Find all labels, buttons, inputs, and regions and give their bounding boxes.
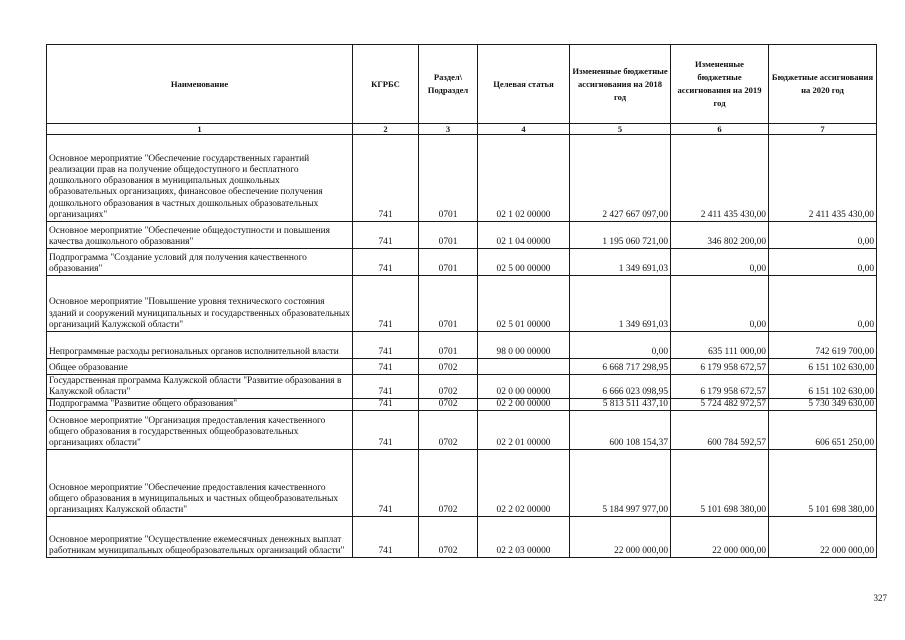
row-kgrbs: 741 bbox=[353, 359, 419, 375]
column-number-row bbox=[47, 124, 877, 135]
row-amount-2018: 2 427 667 097,00 bbox=[570, 135, 671, 222]
row-amount-2020: 5 101 698 380,00 bbox=[769, 450, 877, 517]
row-razdel: 0702 bbox=[419, 399, 478, 411]
row-name: Основное мероприятие "Обеспечение предоставления качественного общего образования в муниципальных и частных общеобразовательных организациях Калужской области" bbox=[47, 450, 353, 517]
row-amount-2020: 5 730 349 630,00 bbox=[769, 399, 877, 411]
row-kgrbs: 741 bbox=[353, 332, 419, 359]
table-row bbox=[47, 359, 877, 375]
row-kgrbs: 741 bbox=[353, 517, 419, 558]
row-amount-2018: 6 666 023 098,95 bbox=[570, 375, 671, 399]
row-celevaya: 02 2 02 00000 bbox=[478, 450, 570, 517]
header-2020: Бюджетные ассигнования на 2020 год bbox=[769, 45, 877, 124]
column-number: 5 bbox=[570, 124, 671, 135]
row-name: Основное мероприятие "Осуществление ежемесячных денежных выплат работникам муниципальных общеобразовательных организаций области" bbox=[47, 517, 353, 558]
table-row bbox=[47, 135, 877, 222]
column-number: 2 bbox=[353, 124, 419, 135]
row-name: Основное мероприятие "Обеспечение государственных гарантий реализации прав на получение общедоступного и бесплатного дошкольного образования в муниципальных дошкольных образовательных организациях, финансовое обеспечение получения дошкольного образования в частных дошкольных образовательных организациях" bbox=[47, 135, 353, 222]
row-amount-2020: 2 411 435 430,00 bbox=[769, 135, 877, 222]
row-amount-2019: 22 000 000,00 bbox=[671, 517, 769, 558]
table-row bbox=[47, 399, 877, 411]
row-name: Непрограммные расходы региональных органов исполнительной власти bbox=[47, 332, 353, 359]
row-amount-2019: 600 784 592,57 bbox=[671, 411, 769, 450]
row-celevaya: 98 0 00 00000 bbox=[478, 332, 570, 359]
row-amount-2020: 742 619 700,00 bbox=[769, 332, 877, 359]
row-name: Общее образование bbox=[47, 359, 353, 375]
row-celevaya: 02 1 04 00000 bbox=[478, 222, 570, 249]
row-razdel: 0702 bbox=[419, 359, 478, 375]
row-amount-2018: 0,00 bbox=[570, 332, 671, 359]
row-kgrbs: 741 bbox=[353, 276, 419, 332]
budget-table bbox=[46, 44, 877, 558]
table-row bbox=[47, 411, 877, 450]
row-razdel: 0702 bbox=[419, 411, 478, 450]
row-name: Подпрограмма "Создание условий для получения качественного образования" bbox=[47, 249, 353, 276]
row-name: Основное мероприятие "Повышение уровня технического состояния зданий и сооружений муниципальных и государственных образовательных организаций Калужской области" bbox=[47, 276, 353, 332]
row-kgrbs: 741 bbox=[353, 450, 419, 517]
table-row bbox=[47, 332, 877, 359]
row-celevaya: 02 2 00 00000 bbox=[478, 399, 570, 411]
row-amount-2019: 5 724 482 972,57 bbox=[671, 399, 769, 411]
row-celevaya: 02 1 02 00000 bbox=[478, 135, 570, 222]
column-number: 4 bbox=[478, 124, 570, 135]
row-celevaya: 02 0 00 00000 bbox=[478, 375, 570, 399]
table-row bbox=[47, 450, 877, 517]
row-amount-2018: 5 184 997 977,00 bbox=[570, 450, 671, 517]
row-amount-2019: 346 802 200,00 bbox=[671, 222, 769, 249]
row-kgrbs: 741 bbox=[353, 375, 419, 399]
row-razdel: 0701 bbox=[419, 135, 478, 222]
row-celevaya: 02 5 00 00000 bbox=[478, 249, 570, 276]
row-kgrbs: 741 bbox=[353, 399, 419, 411]
table-row bbox=[47, 222, 877, 249]
row-name: Основное мероприятие "Обеспечение общедоступности и повышения качества дошкольного образования" bbox=[47, 222, 353, 249]
row-kgrbs: 741 bbox=[353, 222, 419, 249]
header-row bbox=[47, 45, 877, 124]
row-amount-2019: 6 179 958 672,57 bbox=[671, 375, 769, 399]
header-kgrbs: КГРБС bbox=[353, 45, 419, 124]
row-kgrbs: 741 bbox=[353, 411, 419, 450]
page-number: 327 bbox=[873, 593, 887, 603]
row-amount-2020: 22 000 000,00 bbox=[769, 517, 877, 558]
table-row bbox=[47, 249, 877, 276]
row-razdel: 0701 bbox=[419, 332, 478, 359]
row-razdel: 0701 bbox=[419, 249, 478, 276]
row-amount-2018: 5 813 511 437,10 bbox=[570, 399, 671, 411]
row-amount-2020: 0,00 bbox=[769, 249, 877, 276]
row-celevaya bbox=[478, 359, 570, 375]
header-name: Наименование bbox=[47, 45, 353, 124]
row-celevaya: 02 2 01 00000 bbox=[478, 411, 570, 450]
row-amount-2019: 0,00 bbox=[671, 249, 769, 276]
row-amount-2018: 1 195 060 721,00 bbox=[570, 222, 671, 249]
table-row bbox=[47, 276, 877, 332]
table-row bbox=[47, 517, 877, 558]
table-row bbox=[47, 375, 877, 399]
row-amount-2018: 22 000 000,00 bbox=[570, 517, 671, 558]
row-razdel: 0701 bbox=[419, 276, 478, 332]
row-amount-2020: 6 151 102 630,00 bbox=[769, 375, 877, 399]
row-amount-2020: 0,00 bbox=[769, 222, 877, 249]
row-amount-2020: 0,00 bbox=[769, 276, 877, 332]
row-amount-2019: 5 101 698 380,00 bbox=[671, 450, 769, 517]
row-amount-2018: 1 349 691,03 bbox=[570, 249, 671, 276]
row-amount-2019: 0,00 bbox=[671, 276, 769, 332]
column-number: 6 bbox=[671, 124, 769, 135]
header-2018: Измененные бюджетные ассигнования на 2018 год bbox=[570, 45, 671, 124]
row-amount-2018: 6 668 717 298,95 bbox=[570, 359, 671, 375]
row-razdel: 0702 bbox=[419, 375, 478, 399]
row-razdel: 0701 bbox=[419, 222, 478, 249]
row-kgrbs: 741 bbox=[353, 135, 419, 222]
row-name: Государственная программа Калужской области "Развитие образования в Калужской области" bbox=[47, 375, 353, 399]
row-name: Основное мероприятие "Организация предоставления качественного общего образования в государственных общеобразовательных организациях области" bbox=[47, 411, 353, 450]
row-razdel: 0702 bbox=[419, 450, 478, 517]
header-2019: Измененные бюджетные ассигнования на 2019 год bbox=[671, 45, 769, 124]
row-amount-2018: 1 349 691,03 bbox=[570, 276, 671, 332]
row-amount-2020: 6 151 102 630,00 bbox=[769, 359, 877, 375]
column-number: 7 bbox=[769, 124, 877, 135]
row-razdel: 0702 bbox=[419, 517, 478, 558]
row-kgrbs: 741 bbox=[353, 249, 419, 276]
row-amount-2020: 606 651 250,00 bbox=[769, 411, 877, 450]
row-name: Подпрограмма "Развитие общего образования" bbox=[47, 399, 353, 411]
header-razdel: Раздел\ Подраздел bbox=[419, 45, 478, 124]
table-body bbox=[47, 135, 877, 558]
column-number: 1 bbox=[47, 124, 353, 135]
column-number: 3 bbox=[419, 124, 478, 135]
row-amount-2019: 635 111 000,00 bbox=[671, 332, 769, 359]
row-celevaya: 02 5 01 00000 bbox=[478, 276, 570, 332]
row-celevaya: 02 2 03 00000 bbox=[478, 517, 570, 558]
header-celevaya: Целевая статья bbox=[478, 45, 570, 124]
row-amount-2019: 2 411 435 430,00 bbox=[671, 135, 769, 222]
row-amount-2019: 6 179 958 672,57 bbox=[671, 359, 769, 375]
row-amount-2018: 600 108 154,37 bbox=[570, 411, 671, 450]
